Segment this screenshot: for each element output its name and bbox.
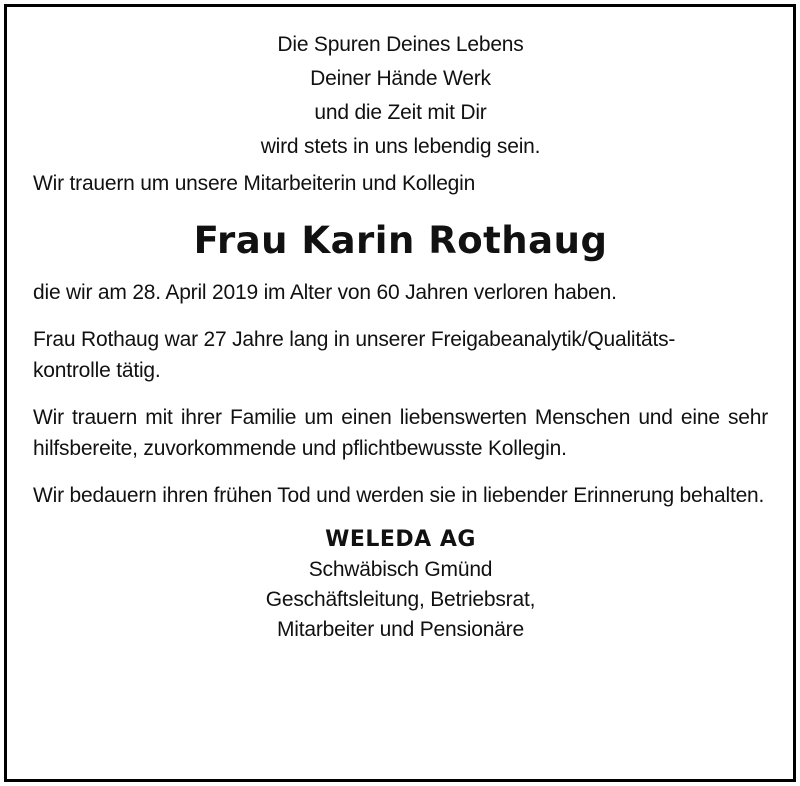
obituary-content [33, 28, 768, 645]
poem [33, 28, 768, 164]
signature-line: Geschäftsleitung, Betriebsrat, [265, 588, 536, 611]
paragraph-mourning: Wir trauern mit ihrer Familie um einen liebenswerten Menschen und eine sehr hilfsbereite, zuvorkommende und pflichtbewusste Kollegin. [33, 406, 768, 460]
intro-text: Wir trauern um unsere Mitarbeiterin und Kollegin [33, 172, 476, 195]
paragraph-employment: Frau Rothaug war 27 Jahre lang in unserer Freigabeanalytik/Qualitäts- kontrolle tätig. [33, 328, 676, 382]
poem-line: wird stets in uns lebendig sein. [260, 135, 541, 158]
signature-line: Mitarbeiter und Pensionäre [277, 618, 524, 641]
company-name: WELEDA AG [325, 527, 476, 552]
poem-line: Die Spuren Deines Lebens [277, 33, 524, 56]
loss-line: die wir am 28. April 2019 im Alter von 60 Jahren verloren haben. [33, 281, 617, 304]
signature-block [33, 525, 768, 645]
deceased-name: Frau Karin Rothaug [193, 219, 608, 262]
poem-line: und die Zeit mit Dir [314, 101, 487, 124]
poem-line: Deiner Hände Werk [310, 67, 491, 90]
company-city: Schwäbisch Gmünd [308, 558, 493, 581]
paragraph-memory: Wir bedauern ihren frühen Tod und werden sie in liebender Erinnerung behalten. [33, 484, 765, 507]
